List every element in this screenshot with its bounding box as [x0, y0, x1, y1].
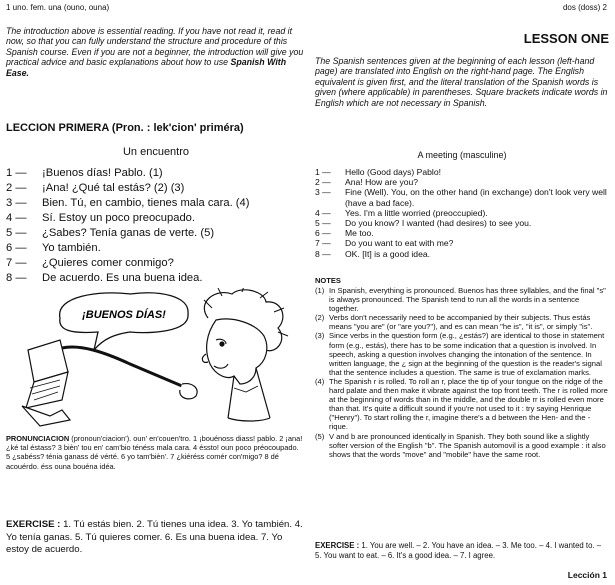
notes-list — [315, 286, 609, 459]
note-item — [315, 286, 609, 313]
woman-figure — [202, 288, 288, 421]
cartoon-illustration — [20, 288, 290, 428]
dialogue-line — [6, 211, 306, 226]
dialogue-line — [6, 241, 306, 256]
dialogue-title-english: A meeting (masculine) — [417, 150, 507, 160]
note-item — [315, 432, 609, 459]
note-text: V and b are pronounced identically in Spanish. They both sound like a slightly softer version of the English "b". The Spanish automovil is a good example : it also shows that the words "move" and "mobile" have the same root. — [329, 431, 606, 459]
line-text: Fine (Well). You, on the other hand (in exchange) don't look very well (have a bad face). — [345, 187, 607, 208]
line-number: 5 — — [315, 218, 331, 229]
exercise-label: EXERCISE : — [6, 519, 61, 530]
dialogue-line — [315, 228, 609, 238]
line-number: 3 — — [6, 197, 27, 209]
line-text: ¡Ana! ¿Qué tal estás? (2) (3) — [42, 182, 185, 194]
dialogue-line — [315, 249, 609, 259]
note-item — [315, 331, 609, 376]
line-text: Bien. Tú, en cambio, tienes mala cara. (4) — [42, 197, 250, 209]
line-number: 5 — — [6, 227, 27, 239]
lesson-title-spanish: LECCION PRIMERA (Pron. : lek'cion' priméra) — [6, 122, 244, 134]
pronunciation-block — [6, 434, 304, 471]
pronunciation-label: PRONUNCIACION — [6, 434, 70, 443]
note-item — [315, 377, 609, 432]
line-text: Hello (Good days) Pablo! — [345, 167, 442, 177]
note-text: In Spanish, everything is pronounced. Buenos has three syllables, and the final "s" is always pronounced. The Spanish tend to run all the words in a sentence together. — [329, 286, 606, 314]
line-text: OK. [It] is a good idea. — [345, 248, 431, 259]
line-text: ¡Buenos días! Pablo. (1) — [42, 167, 163, 179]
left-page-header: 1 uno. fem. una (ouno, ouna) — [6, 3, 110, 12]
dialogue-spanish — [6, 166, 306, 286]
line-number: 4 — — [315, 207, 331, 218]
notes-heading: NOTES — [315, 276, 341, 285]
man-figure — [22, 340, 197, 426]
lesson-title-english: LESSON ONE — [523, 31, 609, 46]
note-number: (2) — [315, 313, 325, 323]
line-number: 6 — — [6, 242, 27, 254]
dialogue-line — [6, 181, 306, 196]
line-text: Sí. Estoy un poco preocupado. — [42, 212, 195, 224]
line-text: Do you want to eat with me? — [345, 238, 454, 249]
note-number: (3) — [315, 331, 325, 341]
line-text: ¿Sabes? Tenía ganas de verte. (5) — [42, 227, 215, 239]
line-number: 7 — — [6, 257, 27, 269]
line-text: ¿Quieres comer conmigo? — [42, 257, 174, 269]
note-text: The Spanish r is rolled. To roll an r, place the tip of your tongue on the ridge of the hard palate and then make it vibrate against the top front teeth. The r is rolled more at the beginning of words than in the middle, and the double rr is rolled even more than that. It's quite a difficult sound if you're not used to it : try saying Henrique ("Henry"). To start rolling the r, imagine there's a d between the Hen- and the -rique. — [329, 376, 608, 432]
introduction-note — [6, 26, 306, 78]
line-number: 8 — — [315, 248, 331, 259]
dialogue-line — [315, 177, 609, 187]
dialogue-line — [315, 238, 609, 248]
line-number: 2 — — [315, 177, 331, 188]
line-number: 7 — — [315, 238, 331, 249]
note-number: (4) — [315, 376, 325, 386]
introduction-text: The introduction above is essential reading. If you have not read it, read it now, so that you can fully understand the structure and procedure of this Spanish course. Even if you are not a beginner, the introduction will give you practical advice and basic explanations about how to use — [6, 26, 304, 68]
dialogue-line — [315, 208, 609, 218]
dialogue-line — [6, 271, 306, 286]
page-footer: Lección 1 — [567, 570, 607, 580]
line-number: 1 — — [315, 167, 331, 177]
exercise-label: EXERCISE : — [315, 541, 360, 550]
dialogue-line — [315, 187, 609, 207]
line-number: 8 — — [6, 272, 27, 284]
line-text: Yes. I'm a little worried (preoccupied). — [345, 207, 488, 218]
book-title: Spanish With Ease. — [6, 57, 287, 78]
line-number: 2 — — [6, 182, 27, 194]
right-page-header: dos (doss) 2 — [562, 3, 607, 12]
dialogue-english — [315, 167, 609, 259]
line-text: De acuerdo. Es una buena idea. — [42, 272, 203, 284]
line-text: Do you know? I wanted (had desires) to see you. — [345, 218, 532, 229]
line-number: 3 — — [315, 187, 331, 198]
exercise-spanish-text: 1. Tú estás bien. 2. Tú tienes una idea. 3. Yo también. 4. Yo tenía ganas. 5. Tú quieres comer. 6. Es una buena idea. 7. Yo estoy de acuerdo. — [6, 519, 303, 555]
note-item — [315, 313, 609, 331]
speech-bubble — [60, 293, 188, 350]
note-number: (1) — [315, 286, 325, 295]
note-number: (5) — [315, 431, 325, 441]
translation-note: The Spanish sentences given at the beginning of each lesson (left-hand page) are translated into English on the right-hand page. The English equivalent is given first, and the literal translation of the Spanish words is given (where applicable) in parentheses. Square brackets indicate words in English which are not necessary in Spanish. — [315, 56, 608, 108]
line-text: Ana! How are you? — [345, 177, 419, 188]
pronunciation-text: (pronoun'ciacion'). oun' en'couen'tro. 1 ¡bouénoss diass! pablo. 2 ¡ana! ¿ké tal éstass? 3 bièn' tou en' cam'bio ténéss mala cara. 4 éssto! oun poco préocoupado. 5 ¿sabéss? ténia ganass dé vérté. 6 yo tam'bièn'. 7 ¿kiéréss comér con'migo? 8 dé acouérdo. éss ouna bouéna idéa. — [6, 434, 303, 471]
speech-bubble-text: ¡BUENOS DÍAS! — [82, 309, 166, 321]
note-text: Since verbs in the question form (e.g., ¿estás?) are identical to those in statement form (e.g., estás), there has to be some indication that a question is involved. In speech, asking a question involves changing the intonation of the sentence. In written language, the ¿ sign at the beginning of the question is the reader's signal that the sentence includes a question. The same is true of exclamation marks. — [329, 331, 605, 377]
note-text: Verbs don't necessarily need to be accompanied by their subjects. Thus estás means "you are" (or "are you?"), and es can mean "he is", "it is", or simply "is". — [329, 313, 593, 332]
line-text: Yo también. — [42, 242, 101, 254]
exercise-spanish — [6, 519, 304, 557]
dialogue-line — [6, 166, 306, 181]
exercise-english-text: 1. You are well. – 2. You have an idea. – 3. Me too. – 4. I wanted to. – 5. You want to eat. – 6. It's a good idea. – 7. I agree. — [315, 541, 602, 560]
dialogue-title-spanish: Un encuentro — [122, 146, 190, 158]
line-number: 6 — — [315, 228, 331, 239]
dialogue-line — [315, 167, 609, 177]
dialogue-line — [6, 256, 306, 271]
line-number: 4 — — [6, 212, 27, 224]
dialogue-line — [315, 218, 609, 228]
exercise-english — [315, 541, 609, 560]
line-text: Me too. — [345, 228, 374, 239]
dialogue-line — [6, 196, 306, 211]
dialogue-line — [6, 226, 306, 241]
line-number: 1 — — [6, 167, 27, 179]
